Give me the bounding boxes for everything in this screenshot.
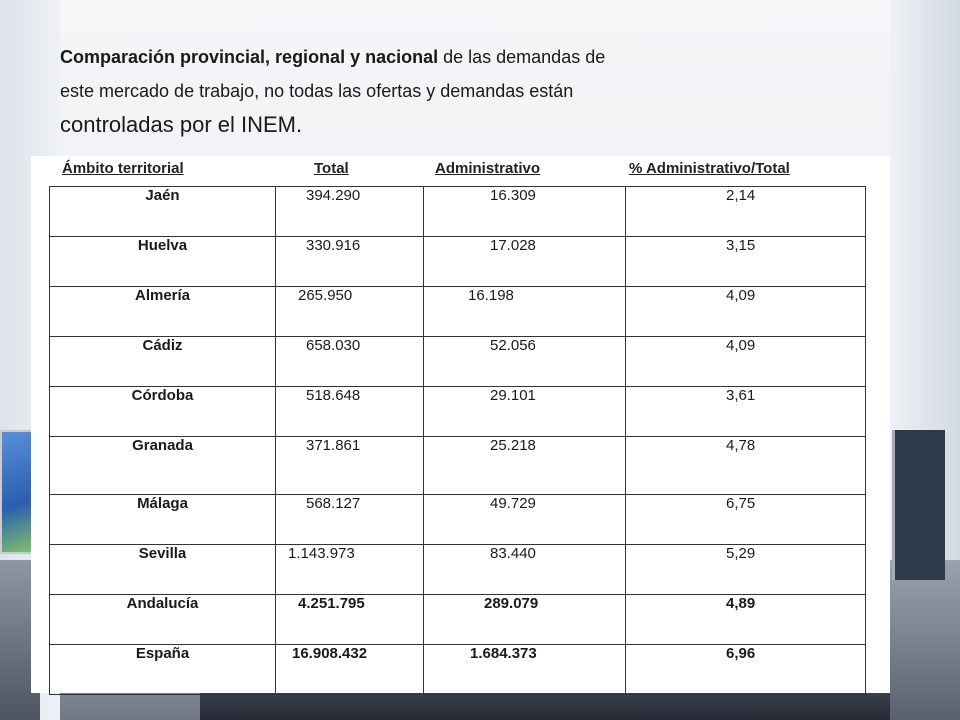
table-row bbox=[50, 437, 866, 495]
background-monitor bbox=[0, 430, 34, 554]
row-total: 1.143.973 bbox=[276, 545, 424, 595]
table-row bbox=[50, 237, 866, 287]
table-header-row bbox=[31, 156, 890, 184]
row-total: 518.648 bbox=[276, 387, 424, 437]
row-admin: 1.684.373 bbox=[424, 645, 626, 695]
row-admin: 83.440 bbox=[424, 545, 626, 595]
table-row bbox=[50, 545, 866, 595]
row-admin: 49.729 bbox=[424, 495, 626, 545]
title-bold-part: Comparación provincial, regional y nacional bbox=[60, 47, 439, 67]
row-name: Huelva bbox=[50, 237, 276, 287]
row-total: 16.908.432 bbox=[276, 645, 424, 695]
row-name: Granada bbox=[50, 437, 276, 495]
row-pct: 4,09 bbox=[626, 287, 866, 337]
row-name: Cádiz bbox=[50, 337, 276, 387]
row-total: 568.127 bbox=[276, 495, 424, 545]
row-admin: 29.101 bbox=[424, 387, 626, 437]
row-name: Málaga bbox=[50, 495, 276, 545]
table-row bbox=[50, 387, 866, 437]
title-line-2: este mercado de trabajo, no todas las ofertas y demandas están bbox=[60, 81, 574, 101]
title-rest-line-1: de las demandas de bbox=[438, 47, 606, 67]
row-total: 371.861 bbox=[276, 437, 424, 495]
row-total: 330.916 bbox=[276, 237, 424, 287]
title-line-3: controladas por el INEM. bbox=[60, 112, 303, 137]
row-pct: 3,61 bbox=[626, 387, 866, 437]
row-total: 394.290 bbox=[276, 187, 424, 237]
data-table bbox=[49, 186, 866, 695]
row-admin: 52.056 bbox=[424, 337, 626, 387]
background-screen-right bbox=[892, 430, 945, 580]
row-pct: 4,09 bbox=[626, 337, 866, 387]
row-admin: 16.309 bbox=[424, 187, 626, 237]
row-name: Andalucía bbox=[50, 595, 276, 645]
table-row bbox=[50, 337, 866, 387]
row-name: España bbox=[50, 645, 276, 695]
row-name: Almería bbox=[50, 287, 276, 337]
row-total: 658.030 bbox=[276, 337, 424, 387]
row-total: 4.251.795 bbox=[276, 595, 424, 645]
row-admin: 16.198 bbox=[424, 287, 626, 337]
row-pct: 6,75 bbox=[626, 495, 866, 545]
table-row bbox=[50, 645, 866, 695]
row-pct: 6,96 bbox=[626, 645, 866, 695]
background-floor-right bbox=[890, 560, 960, 720]
slide-title bbox=[60, 40, 880, 142]
row-admin: 25.218 bbox=[424, 437, 626, 495]
row-name: Sevilla bbox=[50, 545, 276, 595]
table-row bbox=[50, 187, 866, 237]
row-pct: 4,89 bbox=[626, 595, 866, 645]
row-pct: 2,14 bbox=[626, 187, 866, 237]
table-row bbox=[50, 495, 866, 545]
row-pct: 4,78 bbox=[626, 437, 866, 495]
row-pct: 3,15 bbox=[626, 237, 866, 287]
table-row bbox=[50, 595, 866, 645]
table-row bbox=[50, 287, 866, 337]
data-table-frame bbox=[31, 156, 890, 693]
title-line-1 bbox=[60, 40, 880, 74]
header-ambito: Ámbito territorial bbox=[62, 160, 184, 177]
header-administrativo: Administrativo bbox=[435, 160, 541, 177]
background-bottom-stripe bbox=[200, 693, 890, 720]
row-admin: 17.028 bbox=[424, 237, 626, 287]
row-name: Jaén bbox=[50, 187, 276, 237]
row-name: Córdoba bbox=[50, 387, 276, 437]
row-total: 265.950 bbox=[276, 287, 424, 337]
header-total: Total bbox=[314, 160, 349, 177]
row-admin: 289.079 bbox=[424, 595, 626, 645]
row-pct: 5,29 bbox=[626, 545, 866, 595]
header-percentage: % Administrativo/Total bbox=[629, 160, 790, 177]
